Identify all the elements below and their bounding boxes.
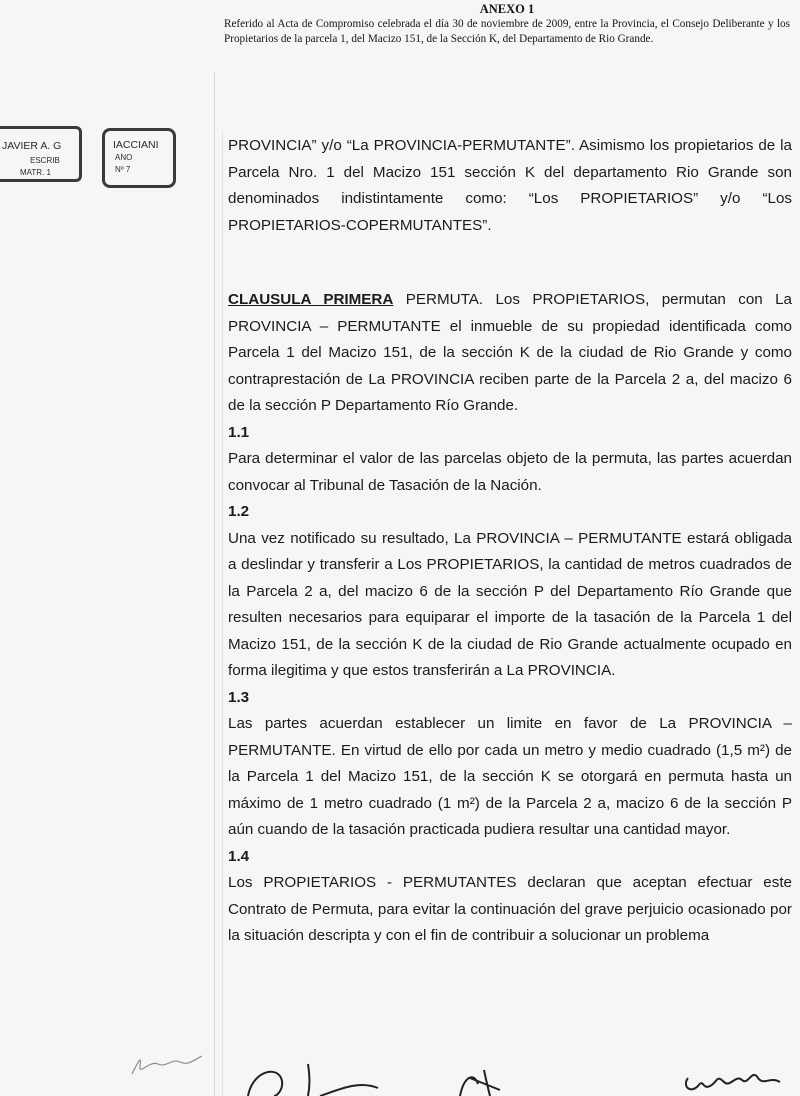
section-text-1-2: Una vez notificado su resultado, La PROVINCIA – PERMUTANTE estará obligada a deslindar y transferir a Los PROPIETARIOS, la cantidad de metros cuadrados de la Parcela 2 a, del macizo 6 de la sección P del Departamento Río Grande que resulten necesarios para equiparar el importe de la tasación de la Parcela 1 del Macizo 151, de la sección K de la ciudad de Rio Grande actualmente ocupado en forma ilegitima y que estos transferirán a La PROVINCIA.	[228, 529, 792, 679]
annex-intro: Referido al Acta de Compromiso celebrada el día 30 de noviembre de 2009, entre la Provincia, el Consejo Deliberante y los Propietarios de la parcela 1, del Macizo 151, de la Sección K, del Departamento de Rio Grande.	[224, 18, 790, 45]
stamp-left-role: ESCRIB	[30, 156, 60, 165]
paragraph-intro: PROVINCIA” y/o “La PROVINCIA-PERMUTANTE”. Asimismo los propietarios de la Parcela Nro. 1 del Macizo 151 sección K del departamento Rio Grande son denominados indistintamente como: “Los PROPIETARIOS” y/o “Los PROPIETARIOS-COPERMUTANTES”.	[228, 137, 792, 234]
notary-stamp-left	[0, 126, 82, 182]
handwritten-signature-1	[228, 1060, 408, 1096]
stamp-right-reg: Nº 7	[115, 165, 131, 174]
section-number-1-1: 1.1	[228, 423, 250, 441]
section-number-1-4: 1.4	[228, 847, 250, 865]
section-text-1-1: Para determinar el valor de las parcelas objeto de la permuta, las partes acuerdan convocar al Tribunal de Tasación de la Nación.	[228, 450, 792, 494]
margin-initials-signature	[128, 1044, 208, 1080]
stamp-right-name: IACCIANI	[113, 139, 159, 151]
document-body	[228, 133, 792, 950]
clause-title: CLAUSULA PRIMERA	[228, 291, 394, 308]
section-text-1-3: Las partes acuerdan establecer un limite en favor de La PROVINCIA – PERMUTANTE. En virtud de ello por cada un metro y medio cuadrado (1,5 m²) de la Parcela 1 del Macizo 151, de la sección K se otorgará en permuta hasta un máximo de 1 metro cuadrado (1 m²) de la Parcela 2 a, macizo 6 de la sección P aún cuando de la tasación practicada pudiera resultar una cantidad mayor.	[228, 715, 792, 838]
stamp-right-role: ANO	[115, 153, 133, 162]
margin-line	[214, 72, 215, 1096]
notary-stamp-right	[102, 128, 176, 188]
handwritten-signature-3	[680, 1056, 790, 1096]
section-number-1-3: 1.3	[228, 688, 250, 706]
section-text-1-4: Los PROPIETARIOS - PERMUTANTES declaran que aceptan efectuar este Contrato de Permuta, para evitar la continuación del grave perjuicio ocasionado por la situación descripta y con el fin de contribuir a solucionar un problema	[228, 874, 792, 944]
section-number-1-2: 1.2	[228, 503, 250, 520]
stamp-left-reg: MATR. 1	[20, 168, 51, 177]
spacer	[228, 239, 792, 287]
clause-primera	[228, 287, 792, 420]
annex-header	[224, 2, 790, 47]
annex-title: ANEXO 1	[479, 2, 535, 16]
handwritten-signature-2	[440, 1064, 560, 1096]
margin-line-inner	[222, 130, 223, 1096]
stamp-left-name: JAVIER A. G	[2, 140, 62, 152]
clause-text: PERMUTA. Los PROPIETARIOS, permutan con La PROVINCIA – PERMUTANTE el inmueble de su propiedad identificada como Parcela 1 del Macizo 151, de la sección K de la ciudad de Rio Grande y como contraprestación de La PROVINCIA reciben parte de la Parcela 2 a, del macizo 6 de la sección P Departamento Río Grande.	[228, 291, 792, 414]
